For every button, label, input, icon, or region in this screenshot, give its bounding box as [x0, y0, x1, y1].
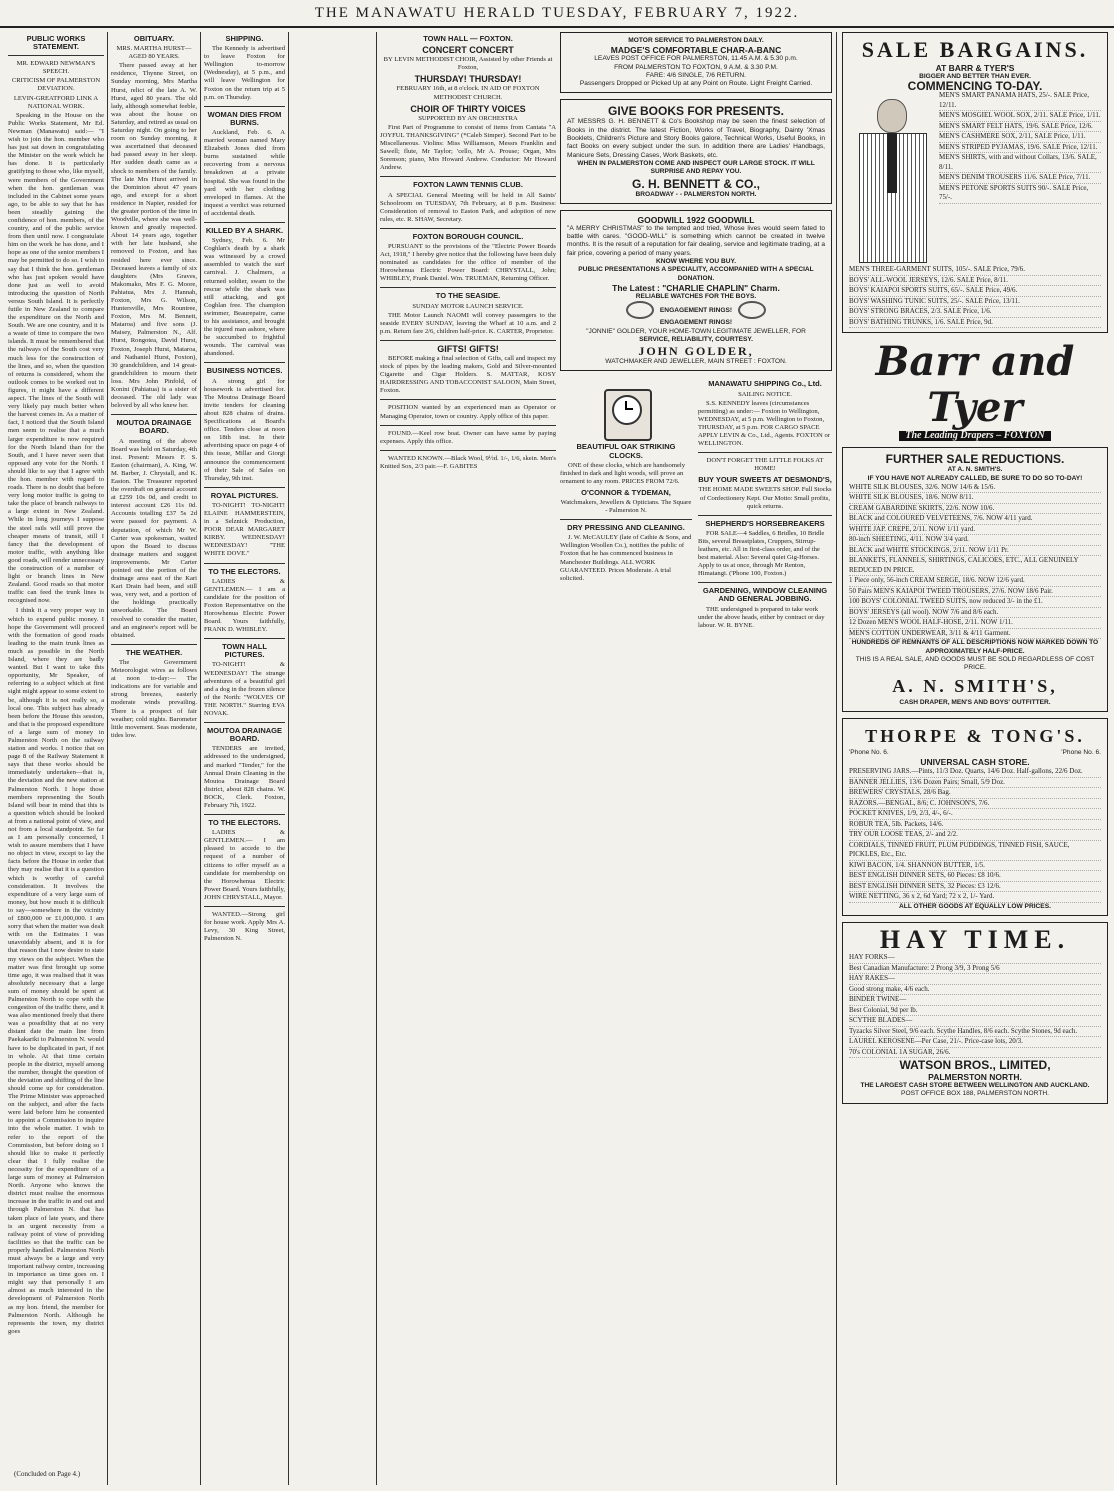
ad-line: UNIVERSAL CASH STORE. [920, 757, 1030, 768]
price-list-item: MEN'S SHIRTS, with and without Collars, 13/6. SALE, 8/11. [939, 153, 1101, 173]
headline: SHIPPING. [225, 34, 264, 43]
price-list-item: BEST ENGLISH DINNER SETS, 60 Pieces: £8 10/6. [849, 871, 1101, 882]
column-obituary [111, 32, 197, 1485]
price-list [849, 483, 1101, 640]
ad-heading: BUY YOUR SWEETS AT DESMOND'S, [698, 475, 832, 485]
ad-text: ONE of these clocks, which are handsomely finished in dark and light woods, will prove an ornament to any room. PRICES FROM 72/6. [560, 461, 686, 485]
divider [698, 582, 832, 583]
divider [204, 638, 285, 639]
ad-text: AT MESSRS G. H. BENNETT & Co's Bookshop may be seen the finest selection of Books in the district. The latest Fiction, Works of Travel, Biography, Dainty 'Xmas Booklets, Children's Picture and Story Books galore, Technical Works, Useful Books, in fact Books on every subject under the sun. In addition there are Ladies' Handbags, Manicure Sets, Dressing Cases, Work Baskets, etc. [567, 118, 825, 159]
price-list-item: HAY FORKS— [849, 953, 1101, 964]
subhead: SUNDAY MOTOR LAUNCH SERVICE. [412, 302, 524, 310]
divider [380, 340, 556, 341]
headline: FOXTON LAWN TENNIS CLUB. [413, 180, 523, 190]
ad-name: G. H. BENNETT & CO., [631, 176, 760, 191]
ad-text: BEFORE making a final selection of Gifts, call and inspect my stock of pipes by the leading makers, Gold and Silver-mounted Cigarette and Cigar Holders. S. MATTAR, KOSY HAIRDRESSING AND TOBACCONIST SALOON, Main Street, Foxton. [380, 355, 556, 395]
price-list-item: BOYS' BATHING TRUNKS, 1/6. SALE Price, 9d. [849, 318, 1101, 329]
article-text: The Government Meteorologist wires as follows at noon to-day:— The indications are for variable and strong breezes, easterly moderate winds prevailing. There is a prospect of fair weather; cold nights. Barometer little movement. Seas moderate, tides low. [111, 658, 197, 739]
price-list-item: BOYS' WASHING TUNIC SUITS, 25/-. SALE Price, 13/11. [849, 297, 1101, 308]
headline: MOUTOA DRAINAGE BOARD. [116, 418, 192, 436]
price-list-item: 100 BOYS' COLONIAL TWEED SUITS, now reduced 3/- in the £1. [849, 597, 1101, 608]
masthead: THE MANAWATU HERALD TUESDAY, FEBRUARY 7, 1922. [0, 0, 1114, 28]
ad-line: THE HOME MADE SWEETS SHOP. Full Stocks of Confectionery Kept. Our Motto: Small profits, quick returns. [698, 486, 832, 510]
column-rule [836, 32, 837, 1485]
ad-title: GIVE BOOKS FOR PRESENTS. [607, 104, 785, 119]
ad-address: Watchmakers, Jewellers & Opticians. The Square - Palmerston N. [560, 498, 692, 515]
column-rule [376, 32, 377, 1485]
column-shipping [204, 32, 285, 1485]
price-list-item: BOYS' KAIAPOI SPORTS SUITS, 65/-. SALE Price, 49/6. [849, 286, 1101, 297]
ad-line: PUBLIC PRESENTATIONS A SPECIALITY, ACCOMPANIED WITH A SPECIAL DONATION. [578, 266, 814, 282]
price-list-item: BOYS' JERSEYS (all wool). NOW 7/6 and 8/6 each. [849, 608, 1101, 619]
price-list-item: 50 Pairs MEN'S KAIAPOI TWEED TROUSERS, 27/6. NOW 18/6 Pair. [849, 587, 1101, 598]
ad-line: DON'T FORGET THE LITTLE FOLKS AT HOME! [706, 457, 824, 473]
headline: THE WEATHER. [125, 647, 183, 657]
ad-line: RELIABLE WATCHES FOR THE BOYS. [635, 292, 757, 300]
ad-line: IF YOU HAVE NOT ALREADY CALLED, BE SURE TO DO SO TO-DAY! [867, 474, 1083, 482]
logo-text: Barr and Tyer [875, 338, 1075, 432]
ad-line: The Latest : "CHARLIE CHAPLIN" Charm. [612, 282, 780, 293]
subhead: MR. EDWARD NEWMAN'S SPEECH. [16, 60, 96, 76]
ad-line: LEAVES POST OFFICE FOR PALMERSTON, 11.45 A.M. & 5.30 p.m. [594, 55, 798, 63]
divider [380, 425, 556, 426]
headline: KILLED BY A SHARK. [205, 225, 284, 235]
ad-title: SALE BARGAINS. [861, 37, 1089, 62]
ad-text: TENDERS are invited, addressed to the undersigned, and marked "Tender," for the Annual Drain Cleaning in the Moutoa Drainage Board district, about 828 chains. W. BOCK, Clerk. Foxton, February 7th, 1922. [204, 745, 285, 809]
phone-number: 'Phone No. 6. [849, 748, 889, 756]
divider [380, 450, 556, 451]
divider [204, 487, 285, 488]
ad-body [849, 91, 1101, 265]
price-list-item: TRY OUR LOOSE TEAS, 2/- and 2/2. [849, 830, 1101, 841]
divider [380, 287, 556, 288]
price-list-item: 1 Piece only, 56-inch CREAM SERGE, 18/6. NOW 12/6 yard. [849, 576, 1101, 587]
ad-line: COMMENCING TO-DAY. [907, 79, 1043, 94]
ad-address: BROADWAY - - PALMERSTON NORTH. [635, 190, 757, 198]
divider [380, 176, 556, 177]
ad-line: FARE: 4/6 SINGLE, 7/6 RETURN. [645, 71, 747, 79]
price-list [849, 265, 1101, 328]
price-list [849, 767, 1101, 903]
ad-line: ENGAGEMENT RINGS! [659, 306, 733, 314]
phone-number: 'Phone No. 6. [1061, 748, 1101, 756]
divider [380, 399, 556, 400]
subhead: LEVIN-GREATFORD LINK A NATIONAL WORK. [13, 94, 99, 110]
ad-name: O'CONNOR & TYDEMAN, [581, 487, 671, 497]
divider [204, 362, 285, 363]
price-list-item: MEN'S THREE-GARMENT SUITS, 105/-. SALE Price, 79/6. [849, 265, 1101, 276]
price-list-item: BLANKETS, FLANNELS, SHIRTINGS, CALICOES, ETC., ALL GENUINELY REDUCED IN PRICE. [849, 556, 1101, 576]
ad-text: LADIES & GENTLEMEN.— I am a candidate for the position of Foxton Representative on the Horowhenua Electric Power Board. Yours faithfully, FRANK D. WHIBLEY. [204, 577, 285, 634]
column-ads-middle [560, 32, 832, 1485]
ad-line: THE LARGEST CASH STORE BETWEEN WELLINGTON AND AUCKLAND. [860, 1082, 1090, 1090]
subhead: MRS. MARTHA HURST—AGED 80 YEARS. [116, 45, 192, 61]
divider [698, 515, 832, 516]
continuation-note: (Concluded on Page 4.) [14, 1470, 81, 1478]
ad-text: FOR SALE—4 Saddles, 6 Bridles, 10 Bridle Bits, several Breastplates, Cruppers, Stirrup-leathers, etc. All in first-class order, and of the best material. Also: Several quiet Gig-Horses. Apply to us at once, through Mr Renton, Himatangi. ('Phone 100, Foxton.) [698, 529, 825, 578]
ad-row-lower [560, 377, 832, 631]
article-text: Auckland, Feb. 6. A married woman named Mary Elizabeth Jones died from burns sustained while recovering from a nervous breakdown at a private hospital. She was found in the yard with her clothing enveloped in flames. At the inquest a verdict was returned of accidental death. [204, 128, 285, 217]
ad-line: SAILING NOTICE. [738, 390, 792, 398]
subhead: SUPPORTED BY AN ORCHESTRA [418, 114, 518, 122]
article-text: A meeting of the above Board was held on Saturday, 4th inst. Present: Messrs F. S. Easton (chairman), A. King, W. M. Barber, J. Chrystall, and K. Easton. The Treasurer reported the overdraft on general account at £259 10s 0d, and credit to interest account £26 11s 0d. Accounts totalling £37 5s 2d were passed for payment. A deputation, of which Mr W. Carter was spokesman, waited upon the Board to discuss drainage matters and suggest improvements. Mr Carter pointed out the portion of the drainage area east of the Kari Kari Drain had been, and still was, very wet, and a portion of the holdings practically unworkable. The Board resolved to consider the matter, and an engineer's report will be obtained. [111, 437, 197, 639]
price-list-item: MEN'S SMART FELT HATS, 19/6. SALE Price, 12/6. [939, 122, 1101, 133]
price-list-item: BANNER JELLIES, 13/6 Dozen Pairs; Small, 5/9 Doz. [849, 778, 1101, 789]
ad-heading: SHEPHERD'S HORSEBREAKERS [705, 518, 825, 528]
ad-heading: GOODWILL 1922 GOODWILL [637, 214, 755, 225]
article-text: Sydney, Feb. 6. Mr Coghlan's death by a shark was witnessed by a crowd assembled to watch the surf carnival. J. Chalmers, a returned soldier, swam to the rescue while the shark was still attacking, and got Coghlan free. The champion swimmer, Beaurepaire, came to his assistance, and brought the injured man ashore, where he succumbed to frightful wounds. The carnival was abandoned. [204, 237, 285, 358]
ad-title: HAY TIME. [879, 925, 1071, 955]
ad-title: FURTHER SALE REDUCTIONS. [885, 452, 1065, 467]
column-rule [107, 32, 108, 1485]
headline: MOUTOA DRAINAGE BOARD. [207, 726, 282, 744]
divider [698, 452, 832, 453]
ad-text: J. W. McCAULEY (late of Cathie & Sons, and Wellington Woollen Co.), notifies the public of Foxton that he has commenced business in Manchester Buildings. ALL WORK GUARANTEED. Prices Moderate. A trial solicited. [560, 534, 692, 582]
ad-text: PURSUANT to the provisions of the "Electric Power Boards Act, 1918," I hereby give notice that the following have been duly nominated as candidates for the office of member of the Horowhenua Electric Power Board: CHRYSTALL, John; WHIBLEY, Frank Daniel. Wm. TRUEMAN, Returning Officer. [380, 242, 556, 283]
ad-heading: MANAWATU SHIPPING Co., Ltd. [708, 379, 822, 389]
logo-tagline: The Leading Drapers – FOXTON [899, 431, 1050, 441]
article-text: I think it a very proper way in which to expend public money. I hope the Government will proceed with the formation of good roads leading to the main trunk lines as much as possible in the North Island, where they are badly wanted. But I want to take this opportunity, Mr Speaker, of referring to a subject which at first sight might appear to some extent to be, although it is not really so, a local one. This subject has already been before the House this session, and that is the proposed expenditure of a large sum of money in Palmerston North on the railway station and works. I notice that on page 8 of the Railway Statement it says that these works should be immediately undertaken—that is, the deviation and the new station at Palmerston North. I hope those members representing the South Island will bear in mind that this is a question which should be looked at from a national point of view, and not from a local standpoint. So far as I am personally concerned, I wish to assure members that I have no object in view, except to lay the facts before the House in order that they may realise that it is a question which is worthy of careful consideration. It involves the expenditure of a very large sum of money, but how much it is difficult to say—somewhere in the vicinity of £800,000 or £1,000,000. I am sorry that when the matter was dealt with on the Estimates I was unavoidably absent, and it is for that reason that I now desire to state my views on the subject. When the matter was first brought up some time ago, it was realised that it was absolutely necessary that a large sum of money should be spent at Palmerston North to cope with the congestion of the traffic there, and it was also mentioned freely that there was a possibility that at no very distant date the main line from Paekakariki to Palmerston N. would have to be duplicated in part, if not in whole. At that time certain people in the district, myself among the number, thought the question of the deviation and shifting of the line should come up for consideration. The Prime Minister was approached on the subject, and after the facts were laid before him he consented to appoint a Commission to inquire into the whole matter. I wish to refer to the report of the Commission, but before doing so I should like to make it perfectly clear that I fully realise the necessity for the expenditure of a large sum of money at Palmerston North. Anyone who knows the district must realise the enormous increase in the traffic in and out and through Palmerston N. that has taken place of late years, and there is an urgent necessity from a railway point of view of providing facilities so that the traffic can be properly handled. Palmerston North must always be a large and very important railway centre, increasing in importance as time goes on. I might say that personally I am almost as much interested in the development of Palmerston North as my hon. friend, the member for Palmerston North. Although he represents the town, my district goes [8, 607, 104, 1335]
ad-text: WANTED KNOWN.—Black Wool, 9½d. 1/-, 1/6, skein. Men's Knitted Sox, 2/3 pair.—F. GABITES [380, 454, 556, 470]
column-public-works [8, 32, 104, 1485]
price-list-item: BINDER TWINE— [849, 995, 1101, 1006]
subhead: CRITICISM OF PALMERSTON DEVIATION. [11, 77, 101, 93]
ad-thorpe-tong [842, 718, 1108, 916]
ad-name: THORPE & TONG'S. [865, 725, 1085, 746]
price-list-item: Best Canadian Manufacture: 2 Prong 3/9, 3 Prong 5/6 [849, 964, 1101, 975]
divider [204, 722, 285, 723]
headline: PUBLIC WORKS STATEMENT. [26, 34, 86, 52]
column-concert [380, 32, 556, 1485]
price-list [849, 953, 1101, 1058]
headline: CONCERT CONCERT [422, 45, 514, 56]
divider [111, 414, 197, 415]
price-list-item: WHITE SILK BLOUSES, 32/6. NOW 14/6 & 15/6. [849, 483, 1101, 494]
price-list-item: MEN'S PETONE SPORTS SUITS 90/-. SALE Price, 75/-. [939, 184, 1101, 204]
price-list-item: MEN'S DENIM TROUSERS 11/6. SALE Price, 7/11. [939, 173, 1101, 184]
ad-line: Passengers Dropped or Picked Up at any Point on Route. Light Freight Carried. [579, 80, 813, 88]
ad-address: WATCHMAKER AND JEWELLER, MAIN STREET : FOXTON. [605, 358, 787, 366]
price-list-item: WHITE JAP. CREPE, 2/11. NOW 1/11 yard. [849, 525, 1101, 536]
ad-line: WHEN IN PALMERSTON COME AND INSPECT OUR LARGE STOCK. IT WILL SURPRISE AND REPAY YOU. [577, 159, 815, 176]
headline: THURSDAY! THURSDAY! [414, 74, 522, 85]
ad-text: WANTED.—Strong girl for house work. Apply Mrs A. Levy, 30 King Street, Palmerston N. [204, 911, 285, 943]
price-list-item: LAUREL KEROSENE—Per Case, 21/-. Price-case lots, 20/3. [849, 1037, 1101, 1048]
ad-name: JOHN GOLDER, [638, 344, 754, 359]
ad-line: FROM PALMERSTON TO FOXTON, 9 A.M. & 3.30 P.M. [614, 63, 778, 71]
column-rule [200, 32, 201, 1485]
ad-text: THE Motor Launch NAOMI will convey passengers to the seaside EVERY SUNDAY, leaving the Wharf at 10 a.m. and 2 p.m. Return fare 2/6, children half-price. K. CARTER, Proprietor. [380, 311, 556, 335]
headline: BUSINESS NOTICES. [206, 366, 283, 376]
article-text: A strong girl for housework is advertised for. The Moutoa Drainage Board invite tenders for cleaning about 828 chains of drains. Specifications at Board's office. Tenders close at noon on 18th inst. In their advertising space on page 4 of this issue, Millar and Giorgi announce the commencement of their Sale of Sales on Thursday, 9th inst. [204, 377, 285, 482]
ad-line: AT BARR & TYER'S [935, 63, 1015, 73]
headline: TO THE ELECTORS. [208, 818, 281, 828]
price-list [939, 91, 1101, 265]
price-list-item: BEST ENGLISH DINNER SETS, 32 Pieces: £3 12/6. [849, 882, 1101, 893]
divider [204, 906, 285, 907]
price-list-item: MEN'S MOSGIEL WOOL SOX, 2/11. SALE Price, 1/11. [939, 111, 1101, 122]
ad-text: FOUND.—Keel row boat. Owner can have same by paying expenses. Apply this office. [380, 429, 556, 445]
ad-text: TO-NIGHT! & WEDNESDAY! The strange adventures of a beautiful girl and a dog in the frozen silence of the North: "WOLVES OF THE NORTH." Starring EVA NOVAK. [204, 661, 285, 718]
price-list-item: RAZORS.—BENGAL, 8/6; C. JOHNSON'S, 7/6. [849, 799, 1101, 810]
ad-hay-time [842, 922, 1108, 1104]
divider [380, 228, 556, 229]
ad-text: S.S. KENNEDY leaves (circumstances permitting) as under:— Foxton to Wellington, WEDNESDAY, at 5 p.m. Wellington to Foxton, THURSDAY, at 5 p.m. FOR CARGO SPACE APPLY LEVIN & Co., Ltd., Agents. FOXTON or WELLINGTON. [698, 399, 830, 448]
headline: OBITUARY. [133, 34, 175, 43]
ad-heading: MOTOR SERVICE TO PALMERSTON DAILY. [628, 37, 764, 44]
ad-address: POST OFFICE BOX 188, PALMERSTON NORTH. [901, 1090, 1049, 1098]
ad-text: A SPECIAL General Meeting will be held in All Saints' Schoolroom on TUESDAY, 7th February, at 8 p.m. Business: Consideration of removal to Easton Park, and adoption of new rules, etc. R. SHAW, Secretary. [380, 191, 556, 223]
headline: FOXTON BOROUGH COUNCIL. [412, 231, 524, 241]
ad-title: MADGE'S COMFORTABLE CHAR-A-BANC [610, 45, 782, 56]
ad-text: THE undersigned is prepared to take work under the above heads, either by contract or day labour. W. R. BYNE. [698, 605, 825, 629]
ad-barr-tyer [842, 32, 1108, 333]
price-list-item: CREAM GABARDINE SKIRTS, 22/6. NOW 10/6. [849, 504, 1101, 515]
price-list-item: CORDIALS, TINNED FRUIT, PLUM PUDDINGS, TINNED FISH, SAUCE, PICKLES, Etc., Etc. [849, 841, 1101, 861]
ad-name: WATSON BROS., LIMITED, [899, 1058, 1051, 1073]
barr-logo [842, 339, 1108, 441]
price-list-item: PRESERVING JARS.—Pints, 11/3 Doz. Quarts, 14/6 Doz. Half-gallons, 22/6 Doz. [849, 767, 1101, 778]
man-illustration [849, 93, 939, 263]
price-list-item: HAY RAKES— [849, 974, 1101, 985]
column-ads-right [842, 32, 1108, 1485]
clock-icon [600, 381, 652, 439]
ad-an-smith [842, 447, 1108, 712]
ad-line: THIS IS A REAL SALE, AND GOODS MUST BE SOLD REGARDLESS OF COST PRICE. [855, 656, 1095, 672]
headline: WOMAN DIES FROM BURNS. [207, 109, 282, 127]
divider [111, 644, 197, 645]
ad-john-golder [560, 210, 832, 372]
price-list-item: MEN'S COTTON UNDERWEAR, 3/11 & 4/11 Garment. [849, 629, 1101, 640]
ad-heading: DRY PRESSING AND CLEANING. [567, 523, 685, 533]
ad-name: A. N. SMITH'S, [892, 675, 1058, 696]
ad-line: BIGGER AND BETTER THAN EVER. [919, 73, 1031, 80]
price-list-item: Best Colonial, 9d per lb. [849, 1006, 1101, 1017]
price-list-item: MEN'S CASHMERE SOX, 2/11, SALE Price, 1/11. [939, 132, 1101, 143]
divider [204, 563, 285, 564]
ad-line: ALL OTHER GOODS AT EQUALLY LOW PRICES. [899, 902, 1051, 910]
price-list-item: 70's COLONIAL 1A SUGAR, 26/6. [849, 1048, 1101, 1059]
ad-char-a-banc [560, 32, 832, 93]
divider [204, 222, 285, 223]
divider [8, 55, 104, 56]
price-list-item: BOYS' ALL-WOOL JERSEYS, 12/6. SALE Price, 8/11. [849, 276, 1101, 287]
ad-line: KNOW WHERE YOU BUY. [655, 258, 737, 266]
price-list-item: SCYTHE BLADES— [849, 1016, 1101, 1027]
ad-text: "A MERRY CHRISTMAS" to the tempted and tried, Whose lives would seem fated to battle with cares. "GOOD-WILL" is something which cannot be created in twelve months. It is the result of a reputation for fair dealing, service and legitimate trading, at a fair price, covering a period of many years. [567, 224, 825, 257]
headline: GIFTS! GIFTS! [437, 343, 499, 354]
headline: ROYAL PICTURES. [210, 490, 279, 500]
price-list-item: MEN'S STRIPED PYJAMAS, 19/6. SALE Price, 12/11. [939, 143, 1101, 154]
headline: TOWN HALL — FOXTON. [423, 34, 513, 43]
ad-line: ENGAGEMENT RINGS! [659, 319, 733, 327]
ring-icon [738, 301, 766, 319]
ad-line: SERVICE, RELIABILITY, COURTESY. [639, 335, 753, 343]
price-list-item: POCKET KNIVES, 1/9, 2/3, 4/-, 6/-. [849, 809, 1101, 820]
divider [560, 519, 692, 520]
headline: TOWN HALL PICTURES. [222, 642, 267, 660]
ad-phones [849, 749, 1101, 757]
headline: TO THE SEASIDE. [435, 291, 501, 301]
ad-text: LADIES & GENTLEMEN.— I am pleased to accede to the request of a number of citizens to offer myself as a candidate for membership on the Horowhenua Electric Power Board. Yours faithfully, JOHN CHRYSTALL, Mayor. [204, 829, 285, 901]
headline: TO THE ELECTORS. [208, 566, 281, 576]
ad-line: PALMERSTON NORTH. [928, 1072, 1022, 1083]
price-list-item: KIWI BACON, 1/4. SHANNON BUTTER, 1/5. [849, 861, 1101, 872]
price-list-item: ROBUR TEA, 5lb. Packets, 14/6. [849, 820, 1101, 831]
price-list-item: 80-inch SHEETING, 4/11. NOW 3/4 yard. [849, 535, 1101, 546]
ad-line: HUNDREDS OF REMNANTS OF ALL DESCRIPTIONS NOW MARKED DOWN TO APPROXIMATELY HALF-PRICE. [851, 639, 1099, 655]
price-list-item: Tyzacks Silver Steel, 9/6 each. Scythe Handles, 8/6 each. Scythe Stones, 9d each. [849, 1027, 1101, 1038]
headline: CHOIR OF THIRTY VOICES [410, 103, 526, 114]
ring-icon [626, 301, 654, 319]
subhead: FEBRUARY 16th, at 8 o'clock. IN AID OF FOXTON METHODIST CHURCH. [396, 85, 540, 101]
ad-clocks [560, 377, 692, 631]
ad-line: AT A. N. SMITH'S. [947, 466, 1003, 474]
price-list-item: BLACK and WHITE STOCKINGS, 2/11. NOW 1/11 Pr. [849, 546, 1101, 557]
article-text: There passed away at her residence, Thynne Street, on Sunday morning, Mrs Martha Hurst, relict of the late A. W. Hurst, aged 80 years. The old lady, although somewhat feeble, was about the house on Saturday, and retired as usual on Saturday night. On going to her room on Sunday morning, it was ascertained that deceased had passed away in her sleep. Her sudden death came as a shock to members of the family. The late Mrs Hurst arrived in the Dominion about 47 years ago, and except for a short residence in Napier, resided for the greater portion of the time in Woodville, where she was well-known and greatly respected. About 14 years ago, together with her late husband, she removed to Foxton, and has resided here ever since. Deceased leaves a family of six daughters (Mrs Graves, Makomako, Mrs F. G. Moore, Pahiatua, Mrs J. Hannah, Foxton, Mrs G. Wilson, Huntersville, Mrs Rountree, Foxton, Mrs M. Bennett, Mataroa) and five sons (J. Maisey, Palmerston N., Alf. Hurst, Rongotea, David Hurst, Foxton, Joseph Hurst, Mataroa, and Nathaniel Hurst, Foxton), 30 grandchildren, and 14 great-grandchildren to mourn their loss. Mrs John Pinfold, of Konini (Pahiatua) is a sister of deceased. The old lady was beloved by all who knew her. [111, 62, 197, 410]
ad-text: First Part of Programme to consist of items from Cantata "A JOYFUL THANKSGIVING" (*Caleb Simper). Second Part to be Miscellaneous. Violins: Miss Williamson, Messrs Franklin and Sawell; flute, Mr Taylor; 'cello, Mr A. Prouse; Organ, Mrs Sorenson; piano, Mrs Howard Andrew. Conductor: Mr Howard Andrew. [380, 123, 556, 172]
price-list-item: BLACK and COLOURED VELVETEENS, 7/6. NOW 4/11 yard. [849, 514, 1101, 525]
divider [204, 106, 285, 107]
ad-heading: BEAUTIFUL OAK STRIKING CLOCKS. [576, 442, 676, 460]
price-list-item: Good strong make, 4/6 each. [849, 985, 1101, 996]
rings-illustration [567, 301, 825, 319]
article-text: The Kennedy is advertised to leave Foxton for Wellington to-morrow (Wednesday), at 5 p.m., and will leave Wellington for Foxton on the return trip at 5 p.m. on Thursday. [204, 45, 285, 101]
price-list-item: WIRE NETTING, 36 x 2, 6d Yard; 72 x 2, 1/- Yard. [849, 892, 1101, 903]
subhead: BY LEVIN METHODIST CHOIR, Assisted by other Friends at Foxton, [383, 56, 553, 72]
price-list-item: BREWERS' CRYSTALS, 28/6 Bag. [849, 788, 1101, 799]
price-list-item: BOYS' STRONG BRACES, 2/3. SALE Price, 1/6. [849, 307, 1101, 318]
price-list-item: 12 Dozen MEN'S WOOL HALF-HOSE, 2/11. NOW 1/11. [849, 618, 1101, 629]
ad-line: "JONNIE" GOLDER, YOUR HOME-TOWN LEGITIMATE JEWELLER, FOR [586, 327, 806, 335]
ad-address: CASH DRAPER, MEN'S AND BOYS' OUTFITTER. [899, 698, 1051, 706]
ad-bennett-books [560, 99, 832, 203]
ad-heading: GARDENING, WINDOW CLEANING AND GENERAL JOBBING. [702, 586, 828, 604]
article-text: Speaking in the House on the Public Works Statement, Mr Ed. Newman (Manawatu) said:— "I wish to join the hon. member who has just sat down in congratulating the Minister on the work which he has done. It is particularly gratifying to those who, like myself, were members of the Government when the hon. gentleman was included in the Cabinet some years ago, to be able to say that he has been steadily gaining the confidence of hon. members, of the country, and of the public service from then until now. I congratulate him on the work he has done, and I hope as one of the senior members I may be permitted to do so. I wish to say that I think the hon. gentleman who has just spoken would have done just as well to avoid introducing the question of North versus South Island. It is perfectly futile in New Zealand to compare the expenditure on the North and South. We are one country, and it is a waste of time to compare the two islands. It must be remembered that the railways of the South cost very much less for the construction of the lines, and so, when the question of returns is considered, whom the outlook comes to be worked out in figures, it might have a different aspect. The lines of the South will very likely pay much better when the harvest comes in. As a matter of fact, I noticed that the South Island men seem to realise that a much larger expenditure is now required for the North Island than for the South, and I have never seen that opposed any vote for the North. I should like to say that I agree with the hon. member with regard to roads. There is no doubt that before very long motor traffic is going to take the place of branch railways to a large extent in New Zealand. While in long journeys I suppose the steel rails will still prove the cheaper means of transit, still I fancy that the development of motor traffic, with anything like good roads, will render unnecessary the construction of a number of light or branch lines in New Zealand. Good roads so that motor traffic can feed the trunk lines is recognised now. [8, 111, 104, 605]
ad-text: POSITION wanted by an experienced man as Operator or Managing Operator, town or country. Apply office of this paper. [380, 404, 556, 420]
price-list-item: WHITE SILK BLOUSES, 18/6. NOW 8/11. [849, 493, 1101, 504]
divider [204, 814, 285, 815]
price-list-item: MEN'S SMART PANAMA HATS, 25/-. SALE Price, 12/11. [939, 91, 1101, 111]
ad-text: TO-NIGHT! TO-NIGHT! ELAINE HAMMERSTEIN, in a Selznick Production, POOR DEAR MARGARET KIRBY. WEDNESDAY! WEDNESDAY! "THE WHITE DOVE." [204, 501, 285, 558]
column-rule [288, 32, 289, 1485]
ad-shipping-sweets [698, 377, 832, 631]
